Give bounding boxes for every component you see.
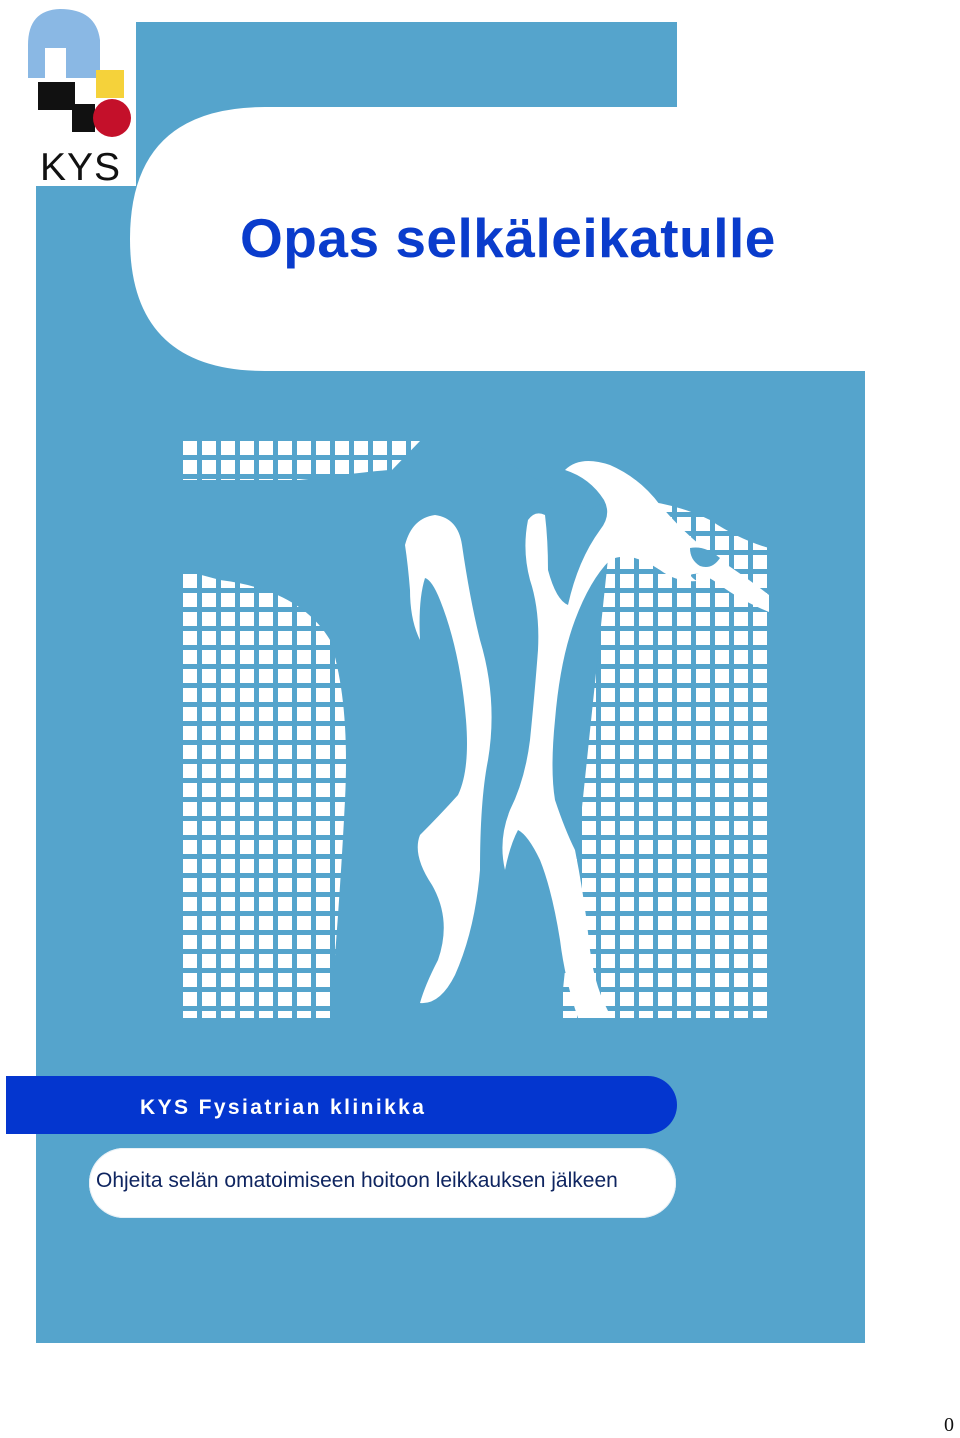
page-number: 0: [944, 1414, 954, 1436]
page-title: Opas selkäleikatulle: [240, 207, 776, 269]
spine-grid-illustration: [183, 441, 769, 1018]
subtitle: Ohjeita selän omatoimiseen hoitoon leikkauksen jälkeen: [96, 1169, 618, 1192]
clinic-name: KYS Fysiatrian klinikka: [140, 1096, 427, 1119]
logo-text: KYS: [40, 146, 122, 189]
